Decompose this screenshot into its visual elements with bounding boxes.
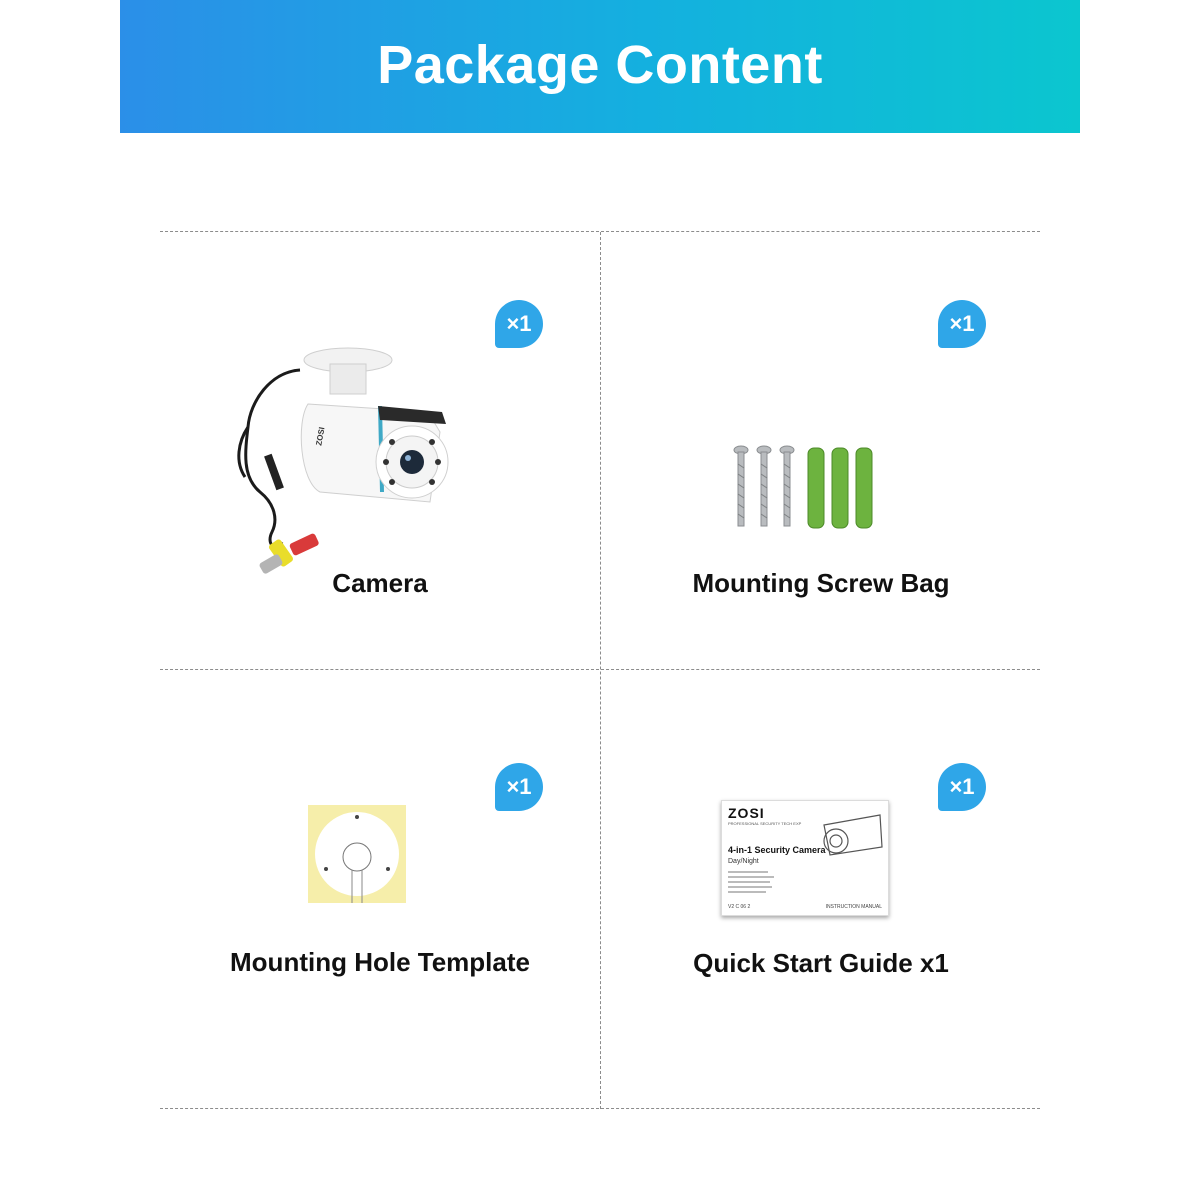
guide-title: 4-in-1 Security Camera [728, 845, 826, 855]
quantity-badge: ×1 [938, 763, 986, 811]
quantity-badge: ×1 [495, 300, 543, 348]
svg-text:ZOSI: ZOSI [314, 426, 327, 447]
item-label-screw-bag: Mounting Screw Bag [692, 568, 950, 598]
quantity-badge: ×1 [938, 300, 986, 348]
item-label-camera: Camera [332, 568, 428, 598]
mounting-template-icon [308, 805, 406, 903]
manual-booklet-icon [721, 800, 889, 916]
guide-subtitle: Day/Night [728, 858, 759, 865]
item-card-screw-bag [601, 232, 1041, 669]
bullet-camera-icon [230, 342, 460, 582]
guide-brand: ZOSI [728, 805, 765, 821]
item-card-camera [160, 232, 600, 669]
screws-anchors-icon [721, 444, 891, 534]
guide-version: V2 C 06 2 [728, 904, 751, 910]
page-title: Package Content [377, 34, 823, 95]
header-banner [120, 0, 1080, 133]
item-label-template: Mounting Hole Template [230, 947, 530, 977]
item-label-guide: Quick Start Guide x1 [693, 948, 949, 978]
item-card-guide [601, 671, 1041, 1108]
guide-contents-list [728, 871, 778, 896]
camera-sketch-icon [818, 807, 884, 867]
guide-footer: INSTRUCTION MANUAL [825, 904, 882, 910]
item-card-template [160, 671, 600, 1108]
guide-tagline: PROFESSIONAL SECURITY TECH EXP [728, 821, 802, 826]
quantity-badge: ×1 [495, 763, 543, 811]
